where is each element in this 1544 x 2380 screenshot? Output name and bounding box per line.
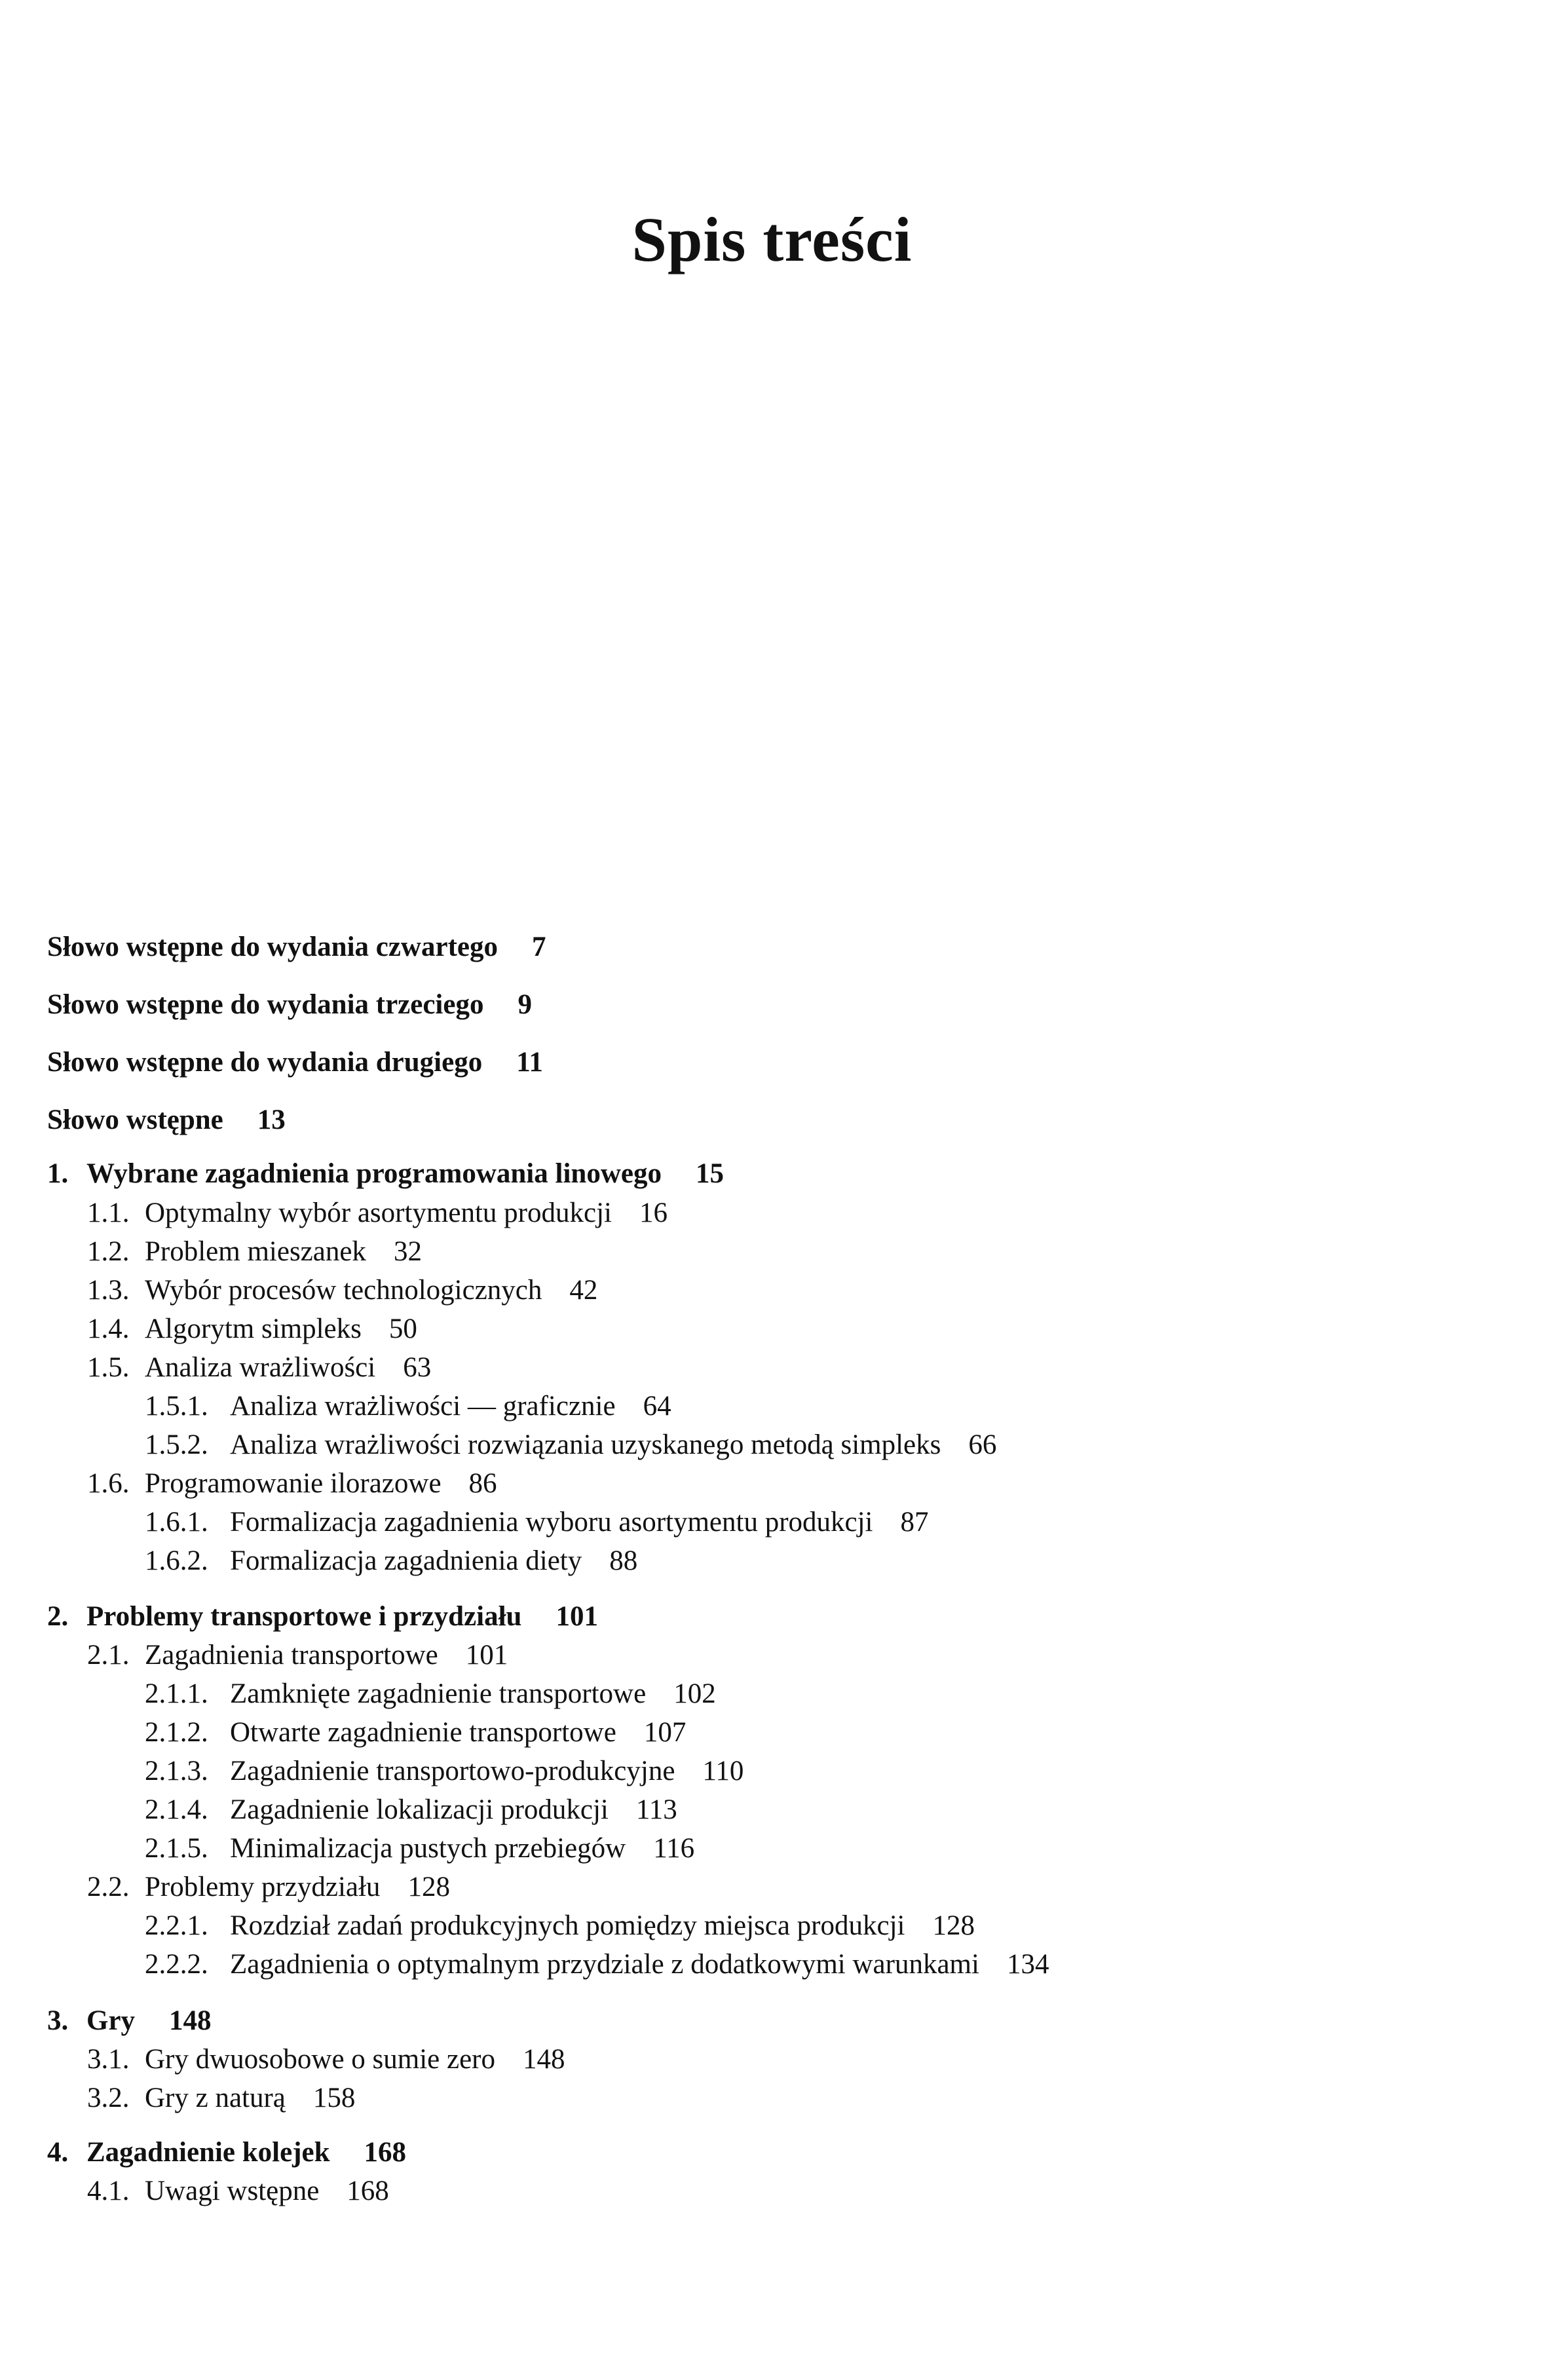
- toc-entry-number: 1.6.2.: [145, 1545, 208, 1576]
- toc-section-1-3: [87, 1276, 597, 1304]
- toc-entry-page: 107: [643, 1717, 687, 1748]
- toc-entry-number: 2.1.: [87, 1640, 130, 1671]
- toc-entry-title: Algorytm simpleks: [145, 1313, 362, 1344]
- toc-entry-page: 9: [518, 989, 532, 1020]
- toc-subsection-1-5-2: [145, 1431, 996, 1459]
- toc-entry-number: 1.6.1.: [145, 1507, 208, 1538]
- toc-entry-title: Zagadnienia transportowe: [145, 1640, 438, 1671]
- toc-entry-title: Analiza wrażliwości: [145, 1352, 376, 1383]
- toc-entry-page: 148: [523, 2044, 565, 2075]
- toc-entry-page: 16: [639, 1198, 668, 1228]
- toc-section-1-1: [87, 1199, 668, 1227]
- toc-section-4-1: [87, 2177, 389, 2205]
- toc-chapter-2: [47, 1602, 598, 1631]
- toc-entry-title: Gry z naturą: [145, 2083, 286, 2113]
- toc-entry-title: Zagadnienia o optymalnym przydziale z dodatkowymi warunkami: [230, 1949, 979, 1980]
- toc-entry-page: 86: [468, 1468, 497, 1499]
- toc-subsection-1-6-1: [145, 1508, 929, 1536]
- toc-entry-title: Wybór procesów technologicznych: [145, 1275, 542, 1306]
- toc-entry-title: Zamknięte zagadnienie transportowe: [230, 1678, 647, 1709]
- toc-subsection-2-2-1: [145, 1912, 975, 1940]
- toc-entry-page: 158: [312, 2083, 356, 2113]
- toc-entry-number: 2.1.3.: [145, 1756, 208, 1786]
- toc-entry-title: Gry dwuosobowe o sumie zero: [145, 2044, 496, 2075]
- toc-entry-number: 2.1.1.: [145, 1678, 208, 1709]
- toc-section-3-2: [87, 2084, 355, 2112]
- toc-entry-number: 4.1.: [87, 2176, 130, 2206]
- toc-entry-page: 134: [1006, 1949, 1049, 1980]
- toc-entry-title: Zagadnienie transportowo-produkcyjne: [230, 1756, 675, 1786]
- toc-section-3-1: [87, 2045, 565, 2073]
- toc-entry-page: 168: [347, 2176, 389, 2206]
- toc-subsection-1-6-2: [145, 1547, 637, 1575]
- toc-subsection-2-1-3: [145, 1757, 744, 1785]
- toc-entry-page: 102: [673, 1678, 716, 1709]
- toc-entry-number: 1.6.: [87, 1468, 130, 1499]
- toc-entry-preface: [47, 1106, 286, 1134]
- toc-entry-number: 1.5.2.: [145, 1429, 208, 1460]
- toc-entry-page: 101: [555, 1601, 598, 1632]
- toc-entry-title: Zagadnienie lokalizacji produkcji: [230, 1794, 609, 1825]
- page-title: Spis treści: [631, 204, 913, 274]
- toc-entry-title: Słowo wstępne do wydania drugiego: [47, 1047, 483, 1078]
- toc-entry-page: 148: [169, 2005, 212, 2036]
- toc-section-1-4: [87, 1315, 417, 1343]
- toc-entry-number: 2.2.2.: [145, 1949, 208, 1980]
- toc-entry-title: Wybrane zagadnienia programowania linowego: [86, 1158, 662, 1189]
- toc-entry-page: 128: [932, 1910, 975, 1941]
- toc-entry-number: 2.1.5.: [145, 1833, 208, 1864]
- toc-entry-number: 1.5.1.: [145, 1391, 208, 1422]
- toc-entry-preface-3: [47, 991, 532, 1019]
- toc-entry-page: 15: [695, 1158, 724, 1189]
- toc-entry-number: 4.: [47, 2137, 69, 2168]
- toc-entry-number: 3.2.: [87, 2083, 130, 2113]
- toc-entry-page: 116: [653, 1833, 695, 1864]
- toc-entry-title: Problemy transportowe i przydziału: [86, 1601, 522, 1632]
- toc-subsection-2-1-4: [145, 1796, 677, 1824]
- toc-chapter-1: [47, 1160, 724, 1188]
- toc-entry-page: 110: [702, 1756, 744, 1786]
- toc-entry-title: Uwagi wstępne: [145, 2176, 320, 2206]
- toc-entry-title: Słowo wstępne do wydania czwartego: [47, 932, 498, 962]
- toc-entry-number: 2.2.: [87, 1872, 130, 1902]
- toc-entry-page: 32: [393, 1236, 422, 1267]
- toc-entry-number: 2.2.1.: [145, 1910, 208, 1941]
- toc-subsection-1-5-1: [145, 1392, 671, 1420]
- toc-entry-title: Rozdział zadań produkcyjnych pomiędzy miejsca produkcji: [230, 1910, 905, 1941]
- toc-entry-number: 1.4.: [87, 1313, 130, 1344]
- toc-section-2-2: [87, 1873, 450, 1901]
- toc-entry-title: Analiza wrażliwości — graficznie: [230, 1391, 616, 1422]
- toc-entry-preface-2: [47, 1048, 543, 1076]
- toc-entry-number: 2.1.4.: [145, 1794, 208, 1825]
- toc-entry-title: Słowo wstępne: [47, 1105, 223, 1135]
- toc-chapter-3: [47, 2007, 212, 2035]
- toc-entry-page: 168: [364, 2137, 407, 2168]
- toc-entry-page: 66: [968, 1429, 997, 1460]
- toc-entry-number: 1.2.: [87, 1236, 130, 1267]
- toc-entry-page: 64: [643, 1391, 671, 1422]
- toc-entry-number: 1.5.: [87, 1352, 130, 1383]
- toc-entry-title: Zagadnienie kolejek: [86, 2137, 330, 2168]
- toc-entry-page: 88: [609, 1545, 638, 1576]
- toc-chapter-4: [47, 2138, 406, 2166]
- toc-section-1-6: [87, 1469, 497, 1498]
- toc-entry-page: 63: [403, 1352, 432, 1383]
- toc-section-1-5: [87, 1353, 431, 1382]
- toc-entry-number: 1.1.: [87, 1198, 130, 1228]
- toc-entry-title: Optymalny wybór asortymentu produkcji: [145, 1198, 612, 1228]
- toc-entry-title: Problem mieszanek: [145, 1236, 366, 1267]
- toc-entry-page: 87: [900, 1507, 929, 1538]
- toc-entry-number: 3.1.: [87, 2044, 130, 2075]
- toc-entry-title: Gry: [86, 2005, 136, 2036]
- toc-entry-number: 2.: [47, 1601, 69, 1632]
- toc-entry-page: 7: [531, 932, 546, 962]
- toc-entry-page: 42: [569, 1275, 598, 1306]
- toc-entry-page: 128: [407, 1872, 450, 1902]
- toc-entry-page: 13: [257, 1105, 286, 1135]
- toc-entry-page: 50: [388, 1313, 417, 1344]
- toc-entry-title: Formalizacja zagadnienia wyboru asortymentu produkcji: [230, 1507, 873, 1538]
- toc-subsection-2-1-2: [145, 1718, 686, 1747]
- toc-subsection-2-1-5: [145, 1834, 694, 1862]
- toc-entry-title: Otwarte zagadnienie transportowe: [230, 1717, 616, 1748]
- toc-entry-number: 3.: [47, 2005, 69, 2036]
- toc-section-1-2: [87, 1237, 422, 1266]
- toc-entry-title: Analiza wrażliwości rozwiązania uzyskanego metodą simpleks: [230, 1429, 941, 1460]
- toc-subsection-2-2-2: [145, 1950, 1049, 1978]
- toc-entry-title: Formalizacja zagadnienia diety: [230, 1545, 582, 1576]
- toc-section-2-1: [87, 1641, 508, 1669]
- toc-entry-title: Programowanie ilorazowe: [145, 1468, 442, 1499]
- toc-entry-number: 1.3.: [87, 1275, 130, 1306]
- toc-entry-title: Minimalizacja pustych przebiegów: [230, 1833, 626, 1864]
- toc-entry-page: 101: [465, 1640, 508, 1671]
- toc-entry-page: 11: [516, 1047, 543, 1078]
- toc-entry-title: Problemy przydziału: [145, 1872, 381, 1902]
- toc-entry-number: 2.1.2.: [145, 1717, 208, 1748]
- toc-subsection-2-1-1: [145, 1680, 716, 1708]
- toc-entry-preface-4: [47, 933, 546, 961]
- toc-entry-page: 113: [635, 1794, 677, 1825]
- toc-entry-title: Słowo wstępne do wydania trzeciego: [47, 989, 484, 1020]
- toc-entry-number: 1.: [47, 1158, 69, 1189]
